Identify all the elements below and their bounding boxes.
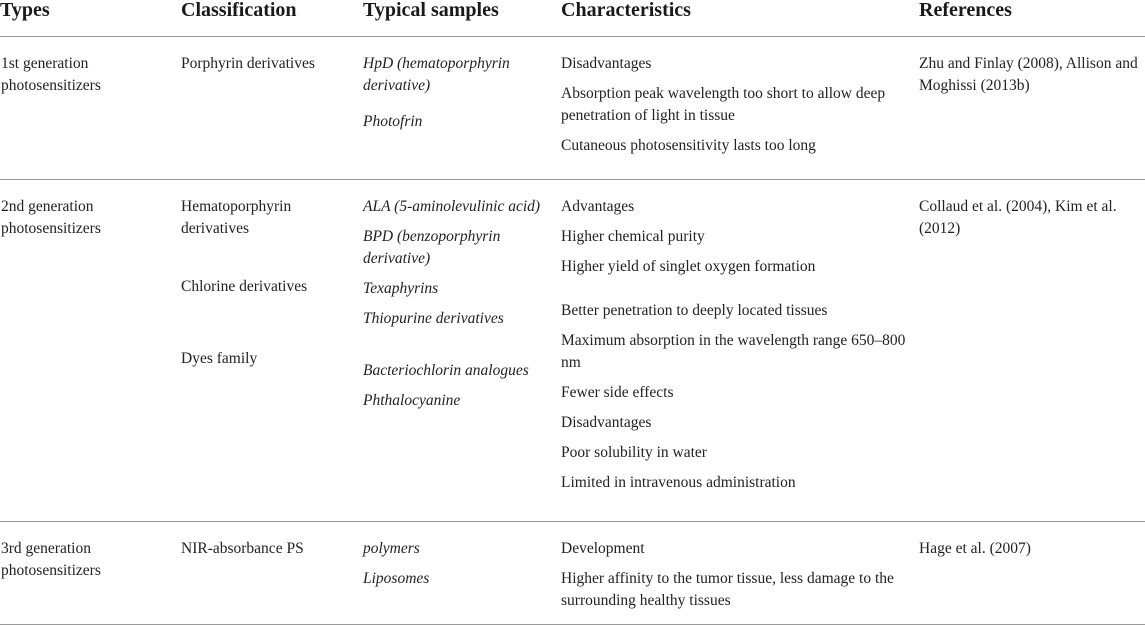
characteristic-item: Cutaneous photosensitivity lasts too long [561,137,816,154]
characteristic-item: Higher chemical purity [561,228,705,245]
header-references: References [919,0,1012,21]
sample-item: Bacteriochlorin analogues [363,362,529,379]
sample-item: ALA (5-aminolevulinic acid) [363,198,541,215]
classification-item: NIR-absorbance PS [181,540,304,557]
classification-item: Dyes family [181,350,258,367]
samples-cell [363,37,561,179]
type-cell: 2nd generation photosensitizers [1,198,101,237]
sample-item: Phthalocyanine [363,392,461,409]
classification-cell [181,522,363,624]
table-row [0,180,1145,522]
sample-item: Photofrin [363,113,423,130]
classification-item: Chlorine derivatives [181,278,308,295]
header-classification: Classification [181,0,297,21]
characteristic-item: Fewer side effects [561,384,674,401]
sample-item: HpD (hematoporphyrin derivative) [363,55,510,94]
header-characteristics: Characteristics [561,0,691,21]
characteristic-item: Poor solubility in water [561,444,707,461]
characteristic-item: Higher yield of singlet oxygen formation [561,258,816,275]
characteristic-item: Better penetration to deeply located tissues [561,302,828,319]
type-cell: 1st generation photosensitizers [1,55,101,94]
characteristics-cell [561,37,919,179]
sample-item: BPD (benzoporphyrin derivative) [363,228,501,267]
header-types: Types [0,0,50,21]
classification-item: Hematoporphyrin derivatives [181,198,292,237]
classification-item: Porphyrin derivatives [181,55,315,72]
characteristics-cell [561,180,919,521]
characteristic-item: Higher affinity to the tumor tissue, less damage to the surrounding healthy tissues [561,570,894,609]
characteristic-item: Disadvantages [561,414,652,431]
sample-item: Texaphyrins [363,280,439,297]
references-cell: Zhu and Finlay (2008), Allison and Moghissi (2013b) [919,55,1138,94]
references-cell: Hage et al. (2007) [919,540,1031,557]
characteristic-item: Development [561,540,645,557]
characteristic-item: Absorption peak wavelength too short to allow deep penetration of light in tissue [561,85,886,124]
samples-cell [363,522,561,624]
samples-cell [363,180,561,521]
characteristic-item: Advantages [561,198,635,215]
classification-cell [181,180,363,521]
sample-item: Liposomes [363,570,430,587]
references-cell: Collaud et al. (2004), Kim et al. (2012) [919,198,1117,237]
sample-item: Thiopurine derivatives [363,310,504,327]
table-row [0,522,1145,625]
table-header-row [0,0,1145,37]
characteristic-item: Limited in intravenous administration [561,474,796,491]
sample-item: polymers [363,540,420,557]
type-cell: 3rd generation photosensitizers [1,540,101,579]
table-row [0,37,1145,180]
classification-cell [181,37,363,179]
characteristic-item: Maximum absorption in the wavelength range 650–800 nm [561,332,906,371]
header-typical-samples: Typical samples [363,0,499,21]
characteristic-item: Disadvantages [561,55,652,72]
characteristics-cell [561,522,919,624]
